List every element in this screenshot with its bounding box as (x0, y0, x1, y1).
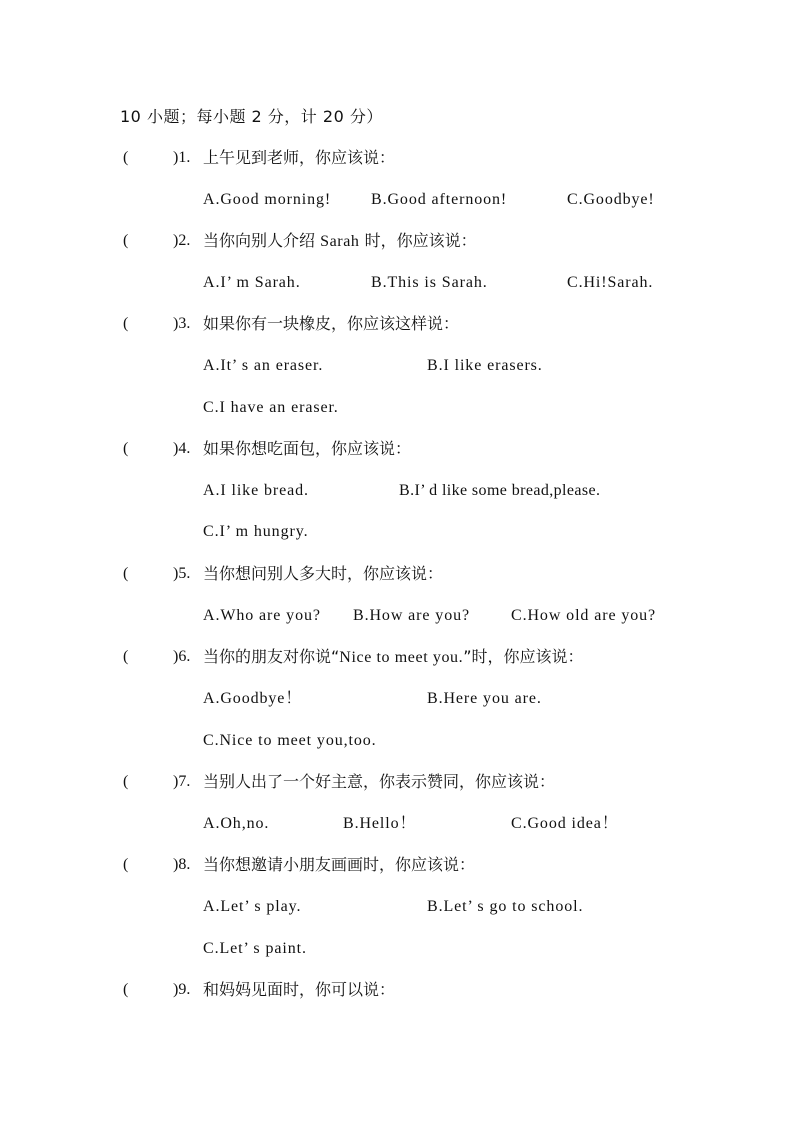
answer-blank-4[interactable]: ( (123, 440, 129, 457)
option-2c: C.Hi!Sarah. (567, 274, 654, 291)
question-prompt-4: 如果你想吃面包，你应该说： (203, 439, 412, 458)
option-4c: C.I’ m hungry. (203, 523, 309, 540)
question-number-2: )2. (173, 232, 191, 249)
option-3c: C.I have an eraser. (203, 399, 339, 416)
prompt-english: Nice to meet you. (339, 649, 464, 666)
option-6b: B.Here you are. (427, 690, 542, 707)
question-number-6: )6. (173, 648, 191, 665)
question-number-3: )3. (173, 315, 191, 332)
option-7b: B.Hello！ (343, 815, 417, 832)
question-number-1: )1. (173, 149, 191, 166)
question-prompt-9: 和妈妈见面时，你可以说： (203, 980, 396, 999)
question-number-7: )7. (173, 773, 191, 790)
option-7a: A.Oh,no. (203, 815, 270, 832)
option-2a: A.I’ m Sarah. (203, 274, 301, 291)
prompt-text: 当你向别人介绍 (203, 231, 321, 250)
answer-blank-5[interactable]: ( (123, 565, 129, 582)
option-1b: B.Good afternoon! (371, 191, 508, 208)
question-prompt-1: 上午见到老师，你应该说： (203, 148, 396, 167)
option-1c: C.Goodbye! (567, 191, 655, 208)
option-1a: A.Good morning! (203, 191, 332, 208)
question-number-8: )8. (173, 856, 191, 873)
answer-blank-1[interactable]: ( (123, 149, 129, 166)
option-3a: A.It’ s an eraser. (203, 357, 324, 374)
option-8c: C.Let’ s paint. (203, 940, 307, 957)
option-6a: A.Goodbye！ (203, 690, 303, 707)
question-number-5: )5. (173, 565, 191, 582)
option-4b: B.I’ d like some bread,please. (399, 482, 601, 499)
answer-blank-6[interactable]: ( (123, 648, 129, 665)
option-5b: B.How are you? (353, 607, 471, 624)
answer-blank-9[interactable]: ( (123, 981, 129, 998)
answer-blank-8[interactable]: ( (123, 856, 129, 873)
question-number-4: )4. (173, 440, 191, 457)
question-prompt-7: 当别人出了一个好主意，你表示赞同，你应该说： (203, 772, 556, 791)
prompt-english: Sarah (320, 233, 360, 250)
question-prompt-2 (203, 229, 477, 254)
option-5c: C.How old are you? (511, 607, 657, 624)
answer-blank-2[interactable]: ( (123, 232, 129, 249)
option-7c: C.Good idea！ (511, 815, 619, 832)
option-3b: B.I like erasers. (427, 357, 543, 374)
prompt-text: 当你的朋友对你说“ (203, 647, 340, 666)
question-prompt-6 (203, 645, 584, 670)
answer-blank-3[interactable]: ( (123, 315, 129, 332)
option-8b: B.Let’ s go to school. (427, 898, 584, 915)
option-2b: B.This is Sarah. (371, 274, 488, 291)
section-header: 10 小题；每小题 2 分，计 20 分） (120, 107, 383, 126)
question-number-9: )9. (173, 981, 191, 998)
question-prompt-5: 当你想问别人多大时，你应该说： (203, 564, 444, 583)
option-8a: A.Let’ s play. (203, 898, 302, 915)
prompt-text: ”时，你应该说： (463, 647, 584, 666)
question-prompt-8: 当你想邀请小朋友画画时，你应该说： (203, 855, 476, 874)
option-6c: C.Nice to meet you,too. (203, 732, 377, 749)
prompt-text: 时，你应该说： (359, 231, 477, 250)
option-5a: A.Who are you? (203, 607, 321, 624)
option-4a: A.I like bread. (203, 482, 309, 499)
question-prompt-3: 如果你有一块橡皮，你应该这样说： (203, 314, 460, 333)
answer-blank-7[interactable]: ( (123, 773, 129, 790)
